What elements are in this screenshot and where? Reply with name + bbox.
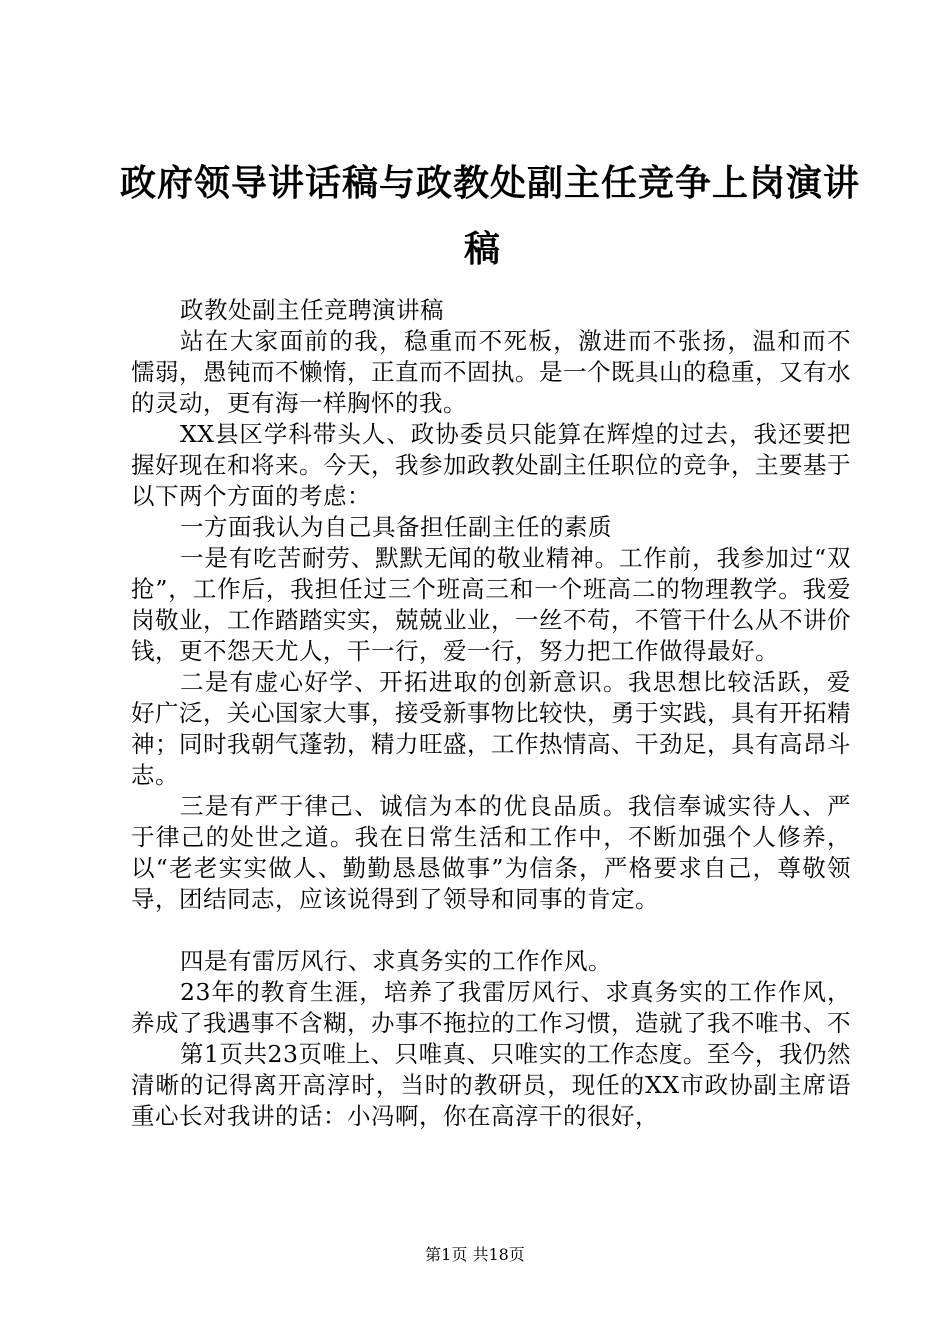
paragraph: 一方面我认为自己具备担任副主任的素质 bbox=[180, 513, 612, 541]
document-body bbox=[131, 295, 851, 1132]
paragraph: 四是有雷厉风行、求真务实的工作作风。 bbox=[180, 947, 612, 975]
paragraph: 23年的教育生涯，培养了我雷厉风行、求真务实的工作作风，养成了我遇事不含糊，办事不拖拉的工作习惯，造就了我不唯书、不 bbox=[131, 978, 851, 1037]
document-title: 政府领导讲话稿与政教处副主任竞争上岗演讲 bbox=[120, 163, 861, 204]
paragraph: 站在大家面前的我，稳重而不死板，激进而不张扬，温和而不懦弱，愚钝而不懒惰，正直而不固执。是一个既具山的稳重，又有水的灵动，更有海一样胸怀的我。 bbox=[131, 327, 851, 417]
paragraph: 二是有虚心好学、开拓进取的创新意识。我思想比较活跃，爱好广泛，关心国家大事，接受新事物比较快，勇于实践，具有开拓精神；同时我朝气蓬勃，精力旺盛，工作热情高、干劲足，具有高昂斗志。 bbox=[131, 668, 851, 789]
paragraph: XX县区学科带头人、政协委员只能算在辉煌的过去，我还要把握好现在和将来。今天，我参加政教处副主任职位的竞争，主要基于以下两个方面的考虑： bbox=[131, 420, 851, 510]
paragraph: 一是有吃苦耐劳、默默无闻的敬业精神。工作前，我参加过“双抢”，工作后，我担任过三个班高三和一个班高二的物理教学。我爱岗敬业，工作踏踏实实，兢兢业业，一丝不苟，不管干什么从不讲价钱，更不怨天尤人，干一行，爱一行，努力把工作做得最好。 bbox=[131, 544, 851, 665]
paragraph-subtitle: 政教处副主任竞聘演讲稿 bbox=[180, 296, 444, 324]
document-title-continued: 稿 bbox=[463, 229, 501, 270]
paragraph: 第1页共23页唯上、只唯真、只唯实的工作态度。至今，我仍然清晰的记得离开高淳时，当时的教研员，现任的XX市政协副主席语重心长对我讲的话：小冯啊，你在高淳干的很好， bbox=[131, 1040, 851, 1130]
paragraph: 三是有严于律己、诚信为本的优良品质。我信奉诚实待人、严于律己的处世之道。我在日常生活和工作中，不断加强个人修养，以“老老实实做人、勤勤恳恳做事”为信条，严格要求自己，尊敬领导，团结同志，应该说得到了领导和同事的肯定。 bbox=[131, 792, 851, 913]
page-footer: 第1页 共18页 bbox=[425, 1245, 525, 1264]
paragraph-spacer bbox=[131, 915, 851, 946]
